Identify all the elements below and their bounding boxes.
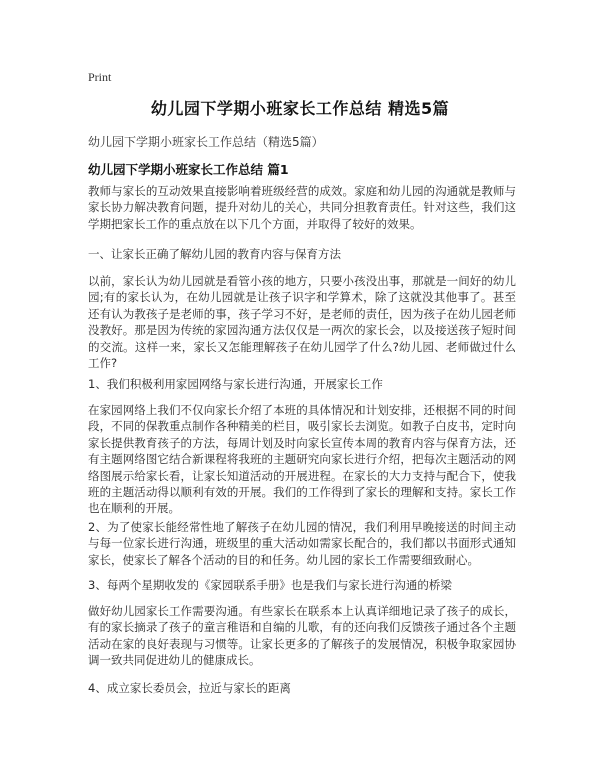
paragraph-background: 以前，家长认为幼儿园就是看管小孩的地方，只要小孩没出事，那就是一间好的幼儿园;有的家长认为，在幼儿园就是让孩子识字和学算术，除了这就没其他事了。甚至还有认为教孩子是老师的事，孩子学习不好，是老师的责任，因为孩子在幼儿园老师没教好。那是因为传统的家园沟通方法仅仅是一两次的家长会，以及接送孩子短时间的交流。这样一来，家长又怎能理解孩子在幼儿园学了什么?幼儿园、老师做过什么工作?: [88, 274, 516, 371]
heading-1-3: 3、每两个星期收发的《家园联系手册》也是我们与家长进行沟通的桥梁: [88, 578, 452, 592]
document-title: 幼儿园下学期小班家长工作总结 精选5篇: [150, 99, 450, 118]
intro-paragraph: 教师与家长的互动效果直接影响着班级经营的成效。家庭和幼儿园的沟通就是教师与家长协力解决教育问题，提升对幼儿的关心，共同分担教育责任。针对这些，我们这学期把家长工作的重点放在以下几个方面，并取得了较好的效果。: [88, 184, 516, 231]
heading-1-1: 1、我们积极利用家园网络与家长进行沟通，开展家长工作: [88, 377, 383, 391]
paragraph-pickup: 2、为了使家长能经常性地了解孩子在幼儿园的情况，我们利用早晚接送的时间主动与每一位家长进行沟通，班级里的重大活动如需家长配合的，我们都以书面形式通知家长，使家长了解各个活动的目的和任务。幼儿园的家长工作需要细致耐心。: [88, 520, 516, 567]
heading-1: 一、让家长正确了解幼儿园的教育内容与保育方法: [88, 247, 341, 261]
print-link[interactable]: Print: [88, 70, 112, 84]
paragraph-network: 在家园网络上我们不仅向家长介绍了本班的具体情况和计划安排，还根据不同的时间段，不同的保教重点制作各种精美的栏目，吸引家长去浏览。如教子白皮书，定时向家长提供教育孩子的方法，每周计划及时向家长宣传本周的教育内容与保育方法，还有主题网络图它结合新课程将我班的主题研究向家长进行介绍，把每次主题活动的网络图展示给家长看，让家长知道活动的开展进程。在家长的大力支持与配合下，使我班的主题活动得以顺利有效的开展。我们的工作得到了家长的理解和支持。家长工作也在顺利的开展。: [88, 403, 516, 516]
document-subtitle: 幼儿园下学期小班家长工作总结（精选5篇）: [88, 135, 324, 149]
section-title: 幼儿园下学期小班家长工作总结 篇1: [88, 162, 289, 177]
heading-1-4: 4、成立家长委员会，拉近与家长的距离: [88, 681, 291, 695]
paragraph-handbook: 做好幼儿园家长工作需要沟通。有些家长在联系本上认真详细地记录了孩子的成长，有的家长摘录了孩子的童言稚语和自编的儿歌，有的还向我们反馈孩子通过各个主题活动在家的良好表现与习惯等。让家长更多的了解孩子的发展情况，积极争取家园协调一致共同促进幼儿的健康成长。: [88, 604, 516, 668]
